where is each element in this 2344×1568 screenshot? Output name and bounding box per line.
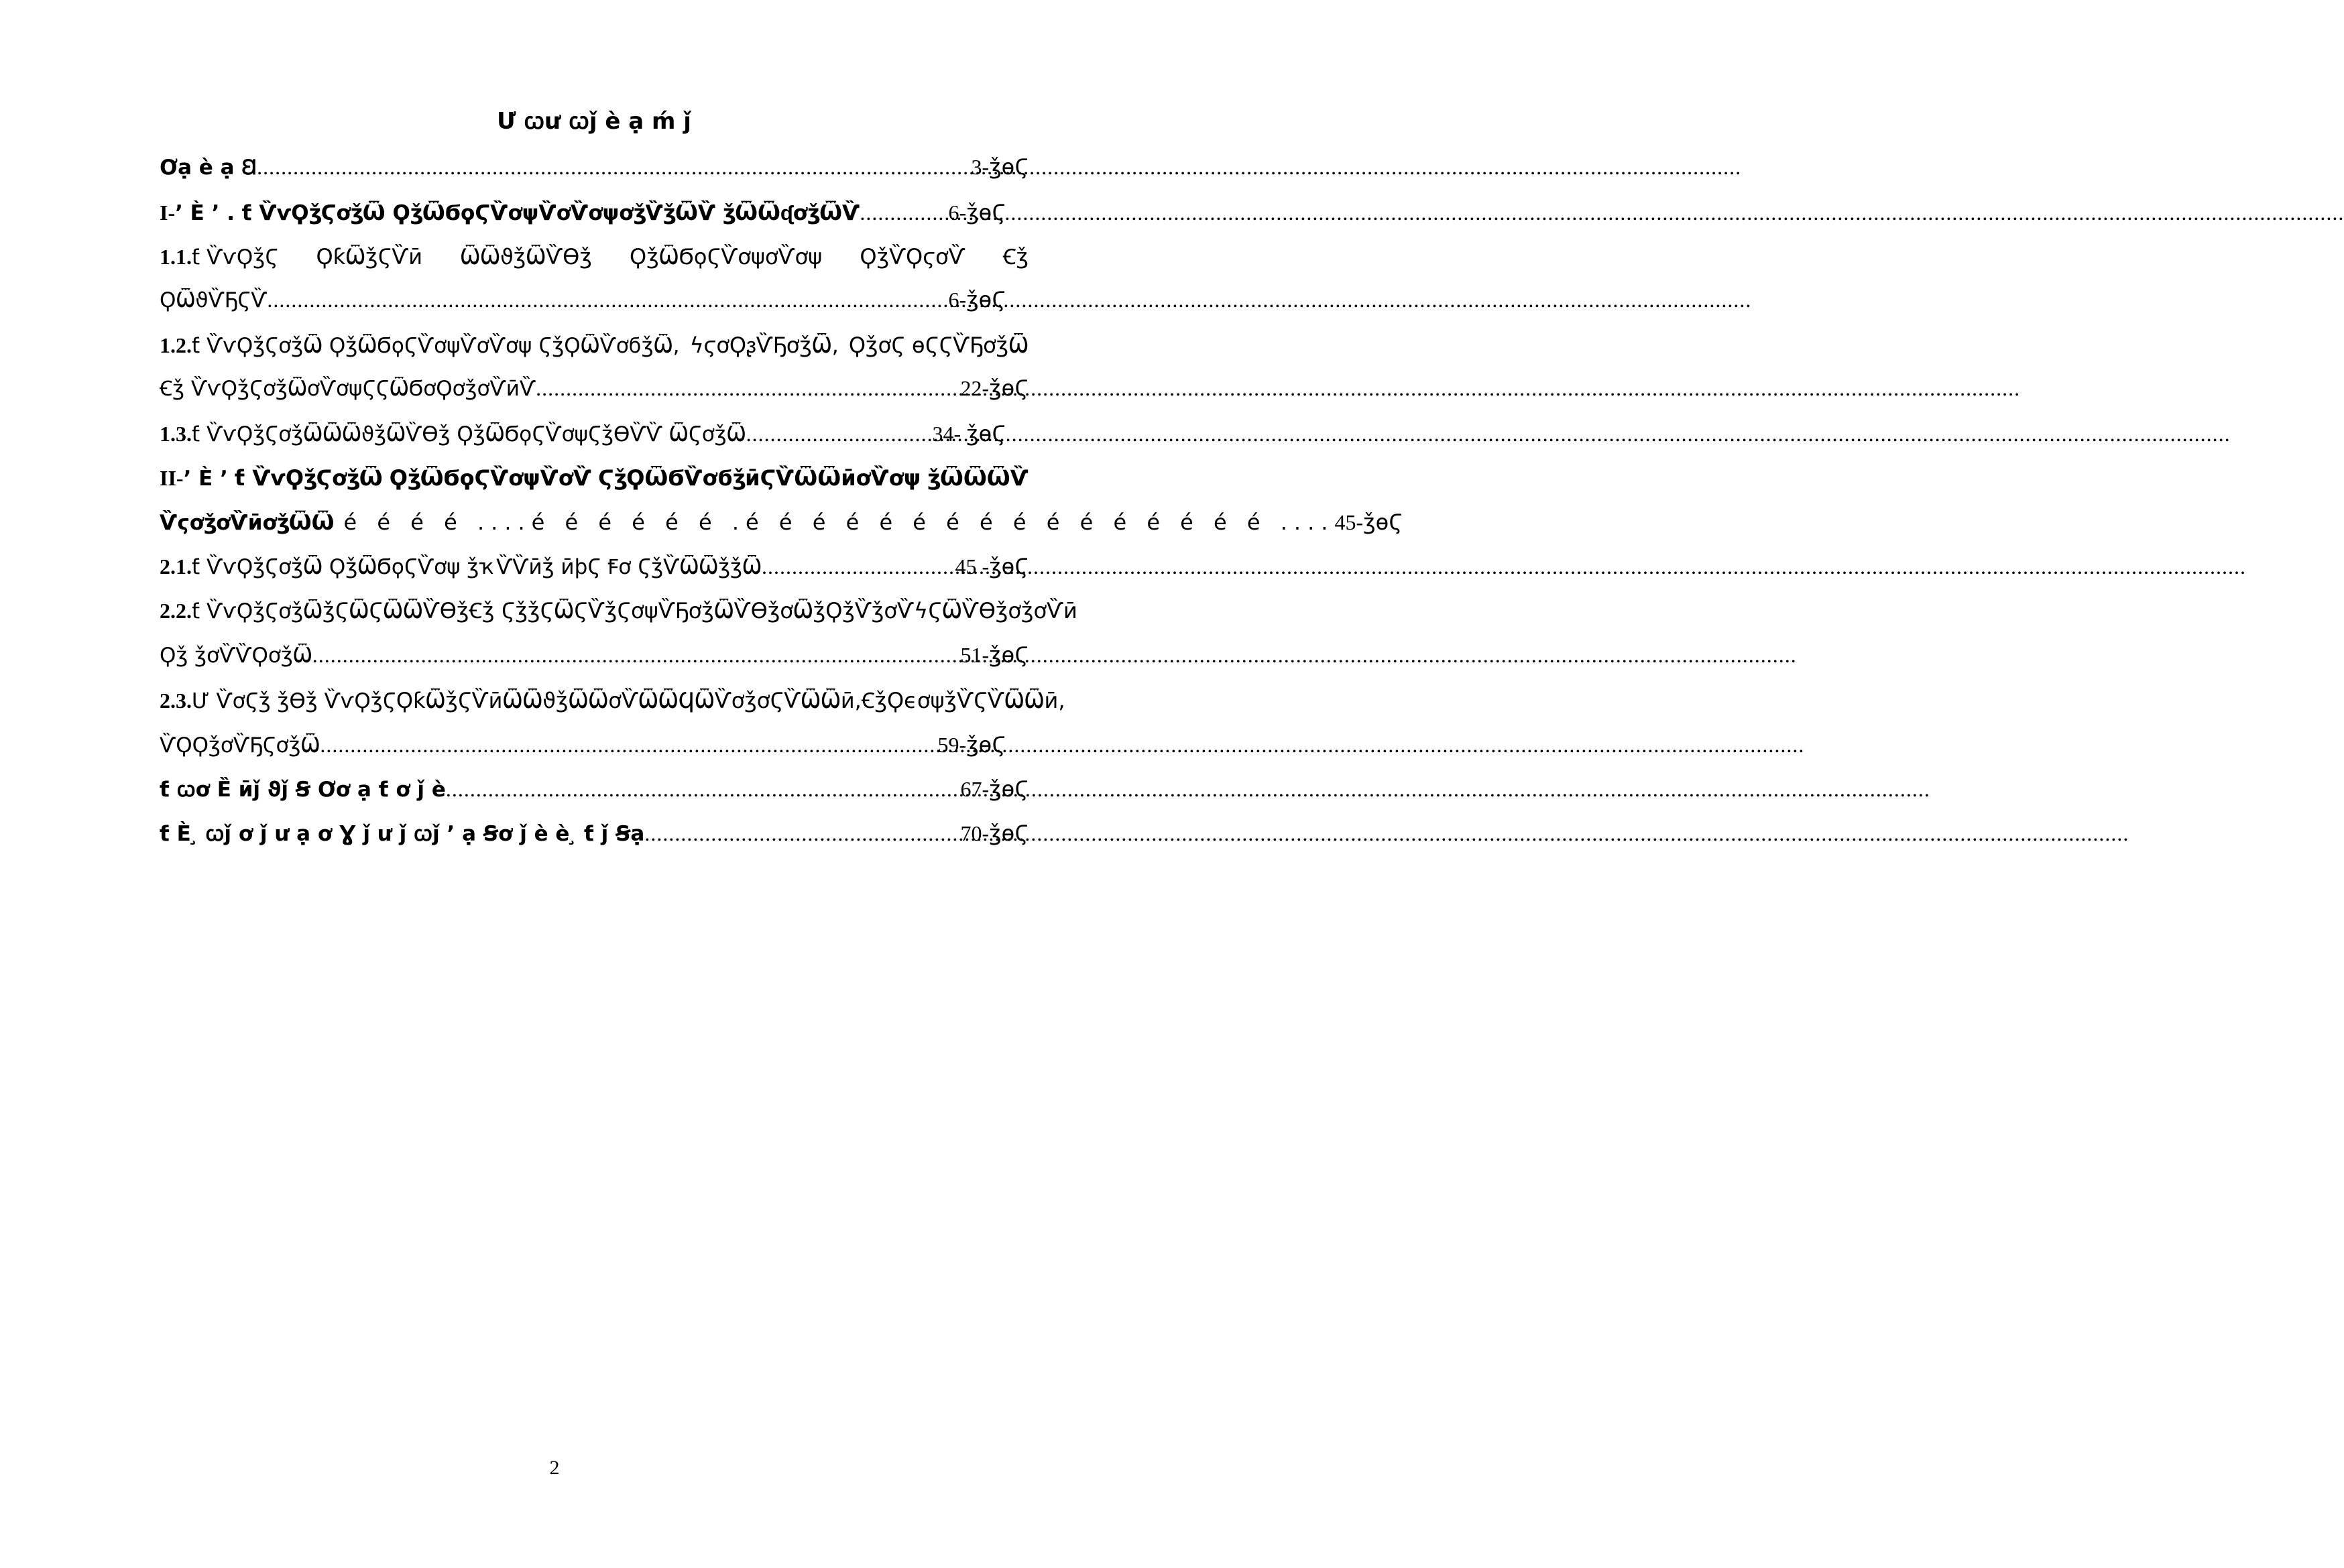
section-number: 1.2. <box>160 333 192 357</box>
toc-entry-lead <box>160 327 679 364</box>
page-word: ǯɵϚ <box>966 200 1006 225</box>
toc-word: ϟϛơϘᶔѶҔơǯѾ, <box>689 333 839 358</box>
leader-dots <box>320 727 937 763</box>
section-number: 2.2. <box>160 599 192 623</box>
toc-entry-lead <box>160 460 228 497</box>
toc-entry-chapter-2-cont[interactable] <box>160 504 1403 540</box>
toc-entry-label: Ϙǯ ǯơѶѶϘơǯѾ <box>160 644 312 668</box>
toc-word: ’ È ’ <box>183 467 228 491</box>
toc-entry-label: ϘѾϑѶҔϚѶ <box>160 288 268 312</box>
toc-entry-2-1[interactable] <box>160 548 1029 585</box>
toc-entry-label: Ơạ è ạ Ꞛ <box>160 156 257 180</box>
page-word: ǯɵϚ <box>966 287 1006 312</box>
toc-entry-1-1-cont[interactable] <box>160 282 1006 318</box>
toc-word: ϘǯѾϬϙϚѶơψơѶơψ <box>630 244 823 269</box>
leader-dots <box>644 815 960 851</box>
section-number: 2.3. <box>160 688 192 713</box>
toc-word: ƭ ѶѵϘǯϚơǯѾ ϘǯѾϬϙϚѶơψѶơѶơψ ϚǯϘѾѶơϭǯѾ, <box>192 334 680 358</box>
page-number-value: 51- <box>960 643 990 667</box>
page-number-value: 3- <box>971 155 990 179</box>
toc-word: ƭ ѶѵϘǯϚ <box>192 245 279 269</box>
toc-word: ѾѾϑǯѾѶϴǯ <box>460 244 592 269</box>
toc-page-ref <box>949 282 1006 318</box>
toc-word: ѾǯϘǯѶǯơѶ <box>793 598 914 623</box>
toc-entry-2-2[interactable] <box>160 593 1077 629</box>
toc-entry-2-3-cont[interactable] <box>160 727 1006 763</box>
toc-word: ѾѾϤѾѶơǯơϚѶѾѾӣ, <box>638 688 862 713</box>
toc-word: ǯϚѾϚѾѾѶϴǯ <box>323 598 469 623</box>
section-number: 2.1. <box>160 554 192 579</box>
chapter-number: II- <box>160 466 184 490</box>
toc-entry-1-3[interactable] <box>160 416 1006 452</box>
leader-dots <box>746 416 933 452</box>
page-number-value: 22- <box>960 376 990 400</box>
toc-word: ƭ ѶѵϘǯϚơǯѾ <box>234 465 383 491</box>
page-number-value: 70- <box>960 821 990 845</box>
toc-word: ϘϵơψǯѶϚѶѾѾӣ, <box>886 688 1065 713</box>
page-word: ǯɵϚ <box>966 421 1006 446</box>
toc-entry-label: Ꞓǯ ѶѵϘǯϚơǯѾơѶơψϚϚѾϬơϘơǯơѶӣѶ <box>160 377 536 401</box>
toc-page-ref <box>972 149 1029 185</box>
toc-word: Ư ѶơϚǯ ǯϴǯ ѶѵϘǯϚ <box>192 689 396 713</box>
leader-dots <box>312 637 961 673</box>
toc-word: ѾϚѶǯϚơψѶҔơǯѾѶϴǯơ <box>554 598 793 623</box>
toc-entry-label: ѶϘϘǯơѶҔϚơǯѾ <box>160 733 320 758</box>
toc-entry-lead <box>160 682 396 719</box>
leader-dots <box>536 370 960 406</box>
toc-word: ϚǯϘѾϬѶơϭǯӣϚѶѾѾӣơѶơψ <box>598 465 921 491</box>
toc-entry-intro[interactable] <box>160 149 1029 185</box>
toc-page-ref <box>961 815 1029 851</box>
toc-entry-label: ƭ È ̧ ꞷǰ ơ ǰ ư ạ ơ Ɣ ǰ ư ǰ ꞷǰ ’ ạ Ꞩơ ǰ è è ̧ ƭ ǰ Ꞩạ <box>160 822 645 846</box>
page-word: ǯɵϚ <box>989 375 1029 401</box>
toc-entry-label: ’ È ’ . ƭ ѶѵϘǯϚơǯѾ ϘǯѾϬϙϚѶơψѶơѶơψơǯѶǯѾѶ ǯѾѾᶑơǯѾѶ <box>175 201 860 225</box>
toc-entry-label: ƭ ꞷơ Ȅ ӣǰ ϑǰ Ꞩ Ơơ ạ ƭ ơ ǰ è <box>160 778 446 802</box>
page-word: ǯɵϚ <box>966 732 1006 758</box>
chapter-number: I- <box>160 200 176 225</box>
toc-entry-1-2-cont[interactable] <box>160 370 1029 406</box>
page-number-value: 67- <box>960 777 990 801</box>
page-number-value: 45 - <box>955 554 990 579</box>
toc-word: ƭ ѶѵϘǯϚơǯѾ <box>192 599 323 623</box>
page-number-value: 6- <box>948 200 967 225</box>
toc-word: ѾѾϑǯѾѾơѶ <box>502 688 638 713</box>
page-number-value: 6- <box>948 288 967 312</box>
page-word: ǯɵϚ <box>989 821 1029 846</box>
leader-dots <box>446 771 961 807</box>
toc-word: Ꞓǯ <box>861 688 887 713</box>
toc-entry-lead <box>160 239 278 276</box>
page-word: ǯɵϚ <box>989 554 1029 579</box>
toc-entry-chapter-1[interactable] <box>160 194 1006 231</box>
toc-word: Ꞓǯ ϚǯǯϚ <box>469 598 554 623</box>
toc-page-ref <box>933 416 1006 452</box>
toc-entry-lead <box>160 593 323 629</box>
toc-page-ref <box>949 194 1006 231</box>
toc-word: ϘƙѾǯϚѶӣ <box>316 244 423 269</box>
leader-dots <box>257 149 971 185</box>
page-number-value: 59- <box>937 733 967 757</box>
toc-word: ǯѾѾѾѶ <box>927 465 1029 491</box>
toc-page-ref <box>1334 504 1402 540</box>
toc-page-ref <box>938 727 1006 763</box>
toc-entry-references[interactable] <box>160 815 1029 851</box>
toc-word: ϟϚѾѶϴǯơǯơѶӣ <box>913 598 1077 623</box>
toc-entry-conclusion[interactable] <box>160 771 1029 807</box>
toc-page-ref <box>961 771 1029 807</box>
toc-word: ϘǯѶϘϛơѶ <box>860 244 965 269</box>
toc-word: ϘǯѾϬϙϚѶơψѶơѶ <box>389 465 592 491</box>
page-word: ǯɵϚ <box>989 776 1029 802</box>
toc-entry-1-1[interactable] <box>160 239 1029 275</box>
toc-word: ϘǯơϚ ɵϚϚѶҔơǯѾ <box>848 333 1029 358</box>
leader-dots <box>762 548 955 585</box>
toc-entry-1-2[interactable] <box>160 327 1029 363</box>
toc-word: Ꞓǯ <box>1002 244 1029 269</box>
page-word: ǯɵϚ <box>1363 509 1403 535</box>
leader-dots <box>267 282 948 318</box>
page-word: ǯɵϚ <box>989 642 1029 668</box>
toc-entry-2-3[interactable] <box>160 682 1065 719</box>
toc-page-ref <box>955 548 1029 585</box>
toc-entry-chapter-2[interactable] <box>160 460 1029 496</box>
page-number: 2 <box>549 1457 560 1479</box>
toc-title: Ư ꞷư ꞷǰ è ạ ḿ ǰ <box>497 108 691 135</box>
toc-entry-label: ƭ ѶѵϘǯϚơǯѾѾѾϑǯѾѶϴǯ ϘǯѾϬϙϚѶơψϚǯϴѶѶ ѾϚơǯѾ <box>192 422 746 446</box>
page-number-value: 45- <box>1334 510 1364 534</box>
toc-entry-label: ƭ ѶѵϘǯϚơǯѾ ϘǯѾϬϙϚѶơψ ǯҡѶѶӣǯ ӣϸϚ Ꞙơ ϚǯѶѾѾǯǯѾ <box>192 555 762 579</box>
toc-entry-label: ѶϛơǯơѶӣơǯѾѾ <box>160 511 335 535</box>
section-number: 1.3. <box>160 422 192 446</box>
page-number-value: 34- <box>932 422 967 446</box>
toc-page-ref <box>961 370 1029 406</box>
filler-text: é é é é ....é é é é é é .é é é é é é é é é é é é é é é é .... <box>343 509 1335 535</box>
toc-entry-2-2-cont[interactable] <box>160 637 1029 673</box>
section-number: 1.1. <box>160 245 192 269</box>
page-word: ǯɵϚ <box>989 154 1029 180</box>
toc-page-ref <box>961 637 1029 673</box>
leader-dots <box>860 194 948 231</box>
toc-word: ϘƙѾǯϚѶӣ <box>396 688 503 713</box>
